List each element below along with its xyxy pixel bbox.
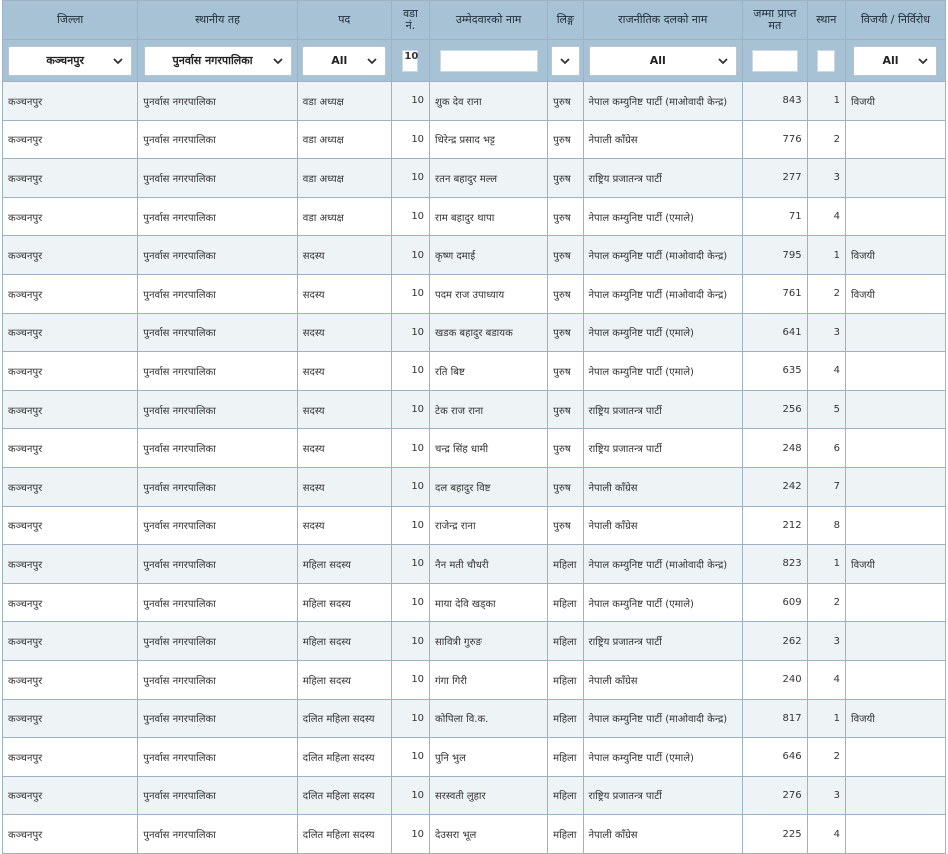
district-cell: कञ्चनपुर	[3, 429, 138, 468]
result-cell: विजयी	[845, 274, 945, 313]
result-cell	[845, 352, 945, 391]
ward-cell: 10	[391, 390, 429, 429]
candidate-name-cell: माया देवि खड्का	[430, 583, 548, 622]
ward-cell: 10	[391, 506, 429, 545]
district-cell: कञ्चनपुर	[3, 660, 138, 699]
candidate-name-cell: धिरेन्द्र प्रसाद भट्ट	[430, 120, 548, 159]
ward-cell: 10	[391, 467, 429, 506]
filter-cell-candidate	[430, 40, 548, 82]
candidate-name-cell: शुक देव राना	[430, 82, 548, 121]
party-cell: राष्ट्रिय प्रजातन्त्र पार्टी	[583, 429, 743, 468]
chevron-down-icon	[558, 54, 572, 68]
gender-cell: पुरुष	[548, 159, 583, 198]
votes-cell: 212	[743, 506, 808, 545]
gender-cell: पुरुष	[548, 506, 583, 545]
filter-cell-local-level	[138, 40, 298, 82]
result-cell	[845, 197, 945, 236]
votes-cell: 761	[743, 274, 808, 313]
candidate-name-cell: राम बहादुर थापा	[430, 197, 548, 236]
party-cell: नेपाली काँग्रेस	[583, 660, 743, 699]
result-cell	[845, 776, 945, 815]
gender-filter-select[interactable]	[551, 46, 580, 76]
local-level-cell: पुनर्वास नगरपालिका	[138, 197, 298, 236]
rank-cell: 6	[807, 429, 845, 468]
local-level-cell: पुनर्वास नगरपालिका	[138, 429, 298, 468]
local-level-cell: पुनर्वास नगरपालिका	[138, 390, 298, 429]
district-cell: कञ्चनपुर	[3, 583, 138, 622]
local-level-cell: पुनर्वास नगरपालिका	[138, 660, 298, 699]
party-cell: नेपाल कम्युनिष्ट पार्टी (माओवादी केन्द्र)	[583, 274, 743, 313]
party-cell: नेपाल कम्युनिष्ट पार्टी (माओवादी केन्द्र)	[583, 236, 743, 275]
table-row[interactable]	[3, 274, 946, 313]
candidate-name-cell: देउसरा भूल	[430, 815, 548, 854]
local-level-cell: पुनर्वास नगरपालिका	[138, 274, 298, 313]
filter-cell-rank	[807, 40, 845, 82]
chevron-down-icon	[271, 54, 285, 68]
party-cell: नेपाल कम्युनिष्ट पार्टी (माओवादी केन्द्र)	[583, 545, 743, 584]
filter-cell-result	[845, 40, 945, 82]
votes-cell: 843	[743, 82, 808, 121]
party-cell: नेपाल कम्युनिष्ट पार्टी (एमाले)	[583, 738, 743, 777]
chevron-down-icon	[716, 54, 730, 68]
col-header-gender[interactable]: लिङ्ग	[548, 1, 583, 40]
gender-cell: पुरुष	[548, 429, 583, 468]
col-header-votes[interactable]	[743, 1, 808, 40]
ward-cell: 10	[391, 776, 429, 815]
ward-cell: 10	[391, 159, 429, 198]
district-cell: कञ्चनपुर	[3, 738, 138, 777]
district-cell: कञ्चनपुर	[3, 274, 138, 313]
district-cell: कञ्चनपुर	[3, 699, 138, 738]
gender-cell: पुरुष	[548, 197, 583, 236]
district-cell: कञ्चनपुर	[3, 197, 138, 236]
rank-cell: 2	[807, 120, 845, 159]
gender-cell: पुरुष	[548, 390, 583, 429]
local-level-cell: पुनर्वास नगरपालिका	[138, 236, 298, 275]
table-row[interactable]	[3, 197, 946, 236]
post-cell: महिला सदस्य	[297, 545, 391, 584]
district-cell: कञ्चनपुर	[3, 776, 138, 815]
post-cell: सदस्य	[297, 390, 391, 429]
result-cell	[845, 506, 945, 545]
party-cell: नेपाल कम्युनिष्ट पार्टी (माओवादी केन्द्र)	[583, 699, 743, 738]
party-cell: नेपाल कम्युनिष्ट पार्टी (एमाले)	[583, 583, 743, 622]
result-cell: विजयी	[845, 82, 945, 121]
ward-cell: 10	[391, 197, 429, 236]
candidate-filter-input[interactable]	[440, 50, 538, 72]
local-level-cell: पुनर्वास नगरपालिका	[138, 699, 298, 738]
table-row[interactable]	[3, 390, 946, 429]
post-cell: सदस्य	[297, 274, 391, 313]
votes-cell: 635	[743, 352, 808, 391]
candidate-name-cell: टेक राज राना	[430, 390, 548, 429]
rank-cell: 1	[807, 545, 845, 584]
rank-cell: 3	[807, 622, 845, 661]
candidate-name-cell: पुनि भुल	[430, 738, 548, 777]
table-row[interactable]	[3, 583, 946, 622]
gender-cell: पुरुष	[548, 313, 583, 352]
candidate-name-cell: कृष्ण दमाई	[430, 236, 548, 275]
post-cell: सदस्य	[297, 467, 391, 506]
result-cell	[845, 660, 945, 699]
gender-cell: पुरुष	[548, 467, 583, 506]
local-level-cell: पुनर्वास नगरपालिका	[138, 738, 298, 777]
rank-cell: 2	[807, 274, 845, 313]
ward-cell: 10	[391, 738, 429, 777]
table-row[interactable]	[3, 236, 946, 275]
votes-cell: 823	[743, 545, 808, 584]
result-cell	[845, 120, 945, 159]
party-cell: नेपाली काँग्रेस	[583, 815, 743, 854]
candidate-name-cell: पदम राज उपाध्याय	[430, 274, 548, 313]
rank-filter-input[interactable]	[817, 50, 835, 72]
table-row[interactable]	[3, 506, 946, 545]
table-row[interactable]	[3, 429, 946, 468]
post-cell: महिला सदस्य	[297, 622, 391, 661]
district-cell: कञ्चनपुर	[3, 545, 138, 584]
table-row[interactable]	[3, 776, 946, 815]
local-level-cell: पुनर्वास नगरपालिका	[138, 352, 298, 391]
votes-cell: 795	[743, 236, 808, 275]
table-row[interactable]	[3, 545, 946, 584]
table-row[interactable]	[3, 738, 946, 777]
local-level-filter-value: पुनर्वास नगरपालिका	[172, 54, 253, 67]
party-cell: नेपाल कम्युनिष्ट पार्टी (एमाले)	[583, 352, 743, 391]
post-filter-select[interactable]	[302, 46, 386, 76]
post-cell: सदस्य	[297, 506, 391, 545]
local-level-cell: पुनर्वास नगरपालिका	[138, 622, 298, 661]
local-level-cell: पुनर्वास नगरपालिका	[138, 159, 298, 198]
table-row[interactable]	[3, 120, 946, 159]
votes-cell: 609	[743, 583, 808, 622]
ward-cell: 10	[391, 236, 429, 275]
result-cell: विजयी	[845, 236, 945, 275]
post-cell: वडा अध्यक्ष	[297, 197, 391, 236]
district-cell: कञ्चनपुर	[3, 815, 138, 854]
votes-cell: 225	[743, 815, 808, 854]
ward-cell: 10	[391, 313, 429, 352]
col-header-rank[interactable]: स्थान	[807, 1, 845, 40]
col-header-district[interactable]: जिल्ला	[3, 1, 138, 40]
votes-cell: 71	[743, 197, 808, 236]
candidate-name-cell: चन्द्र सिंह धामी	[430, 429, 548, 468]
post-cell: वडा अध्यक्ष	[297, 120, 391, 159]
post-cell: दलित महिला सदस्य	[297, 699, 391, 738]
filter-cell-party	[583, 40, 743, 82]
district-cell: कञ्चनपुर	[3, 120, 138, 159]
results-table	[2, 0, 946, 854]
col-header-result[interactable]: विजयी / निर्विरोध	[845, 1, 945, 40]
filter-cell-district	[3, 40, 138, 82]
table-row[interactable]	[3, 159, 946, 198]
party-cell: राष्ट्रिय प्रजातन्त्र पार्टी	[583, 159, 743, 198]
local-level-cell: पुनर्वास नगरपालिका	[138, 506, 298, 545]
result-cell: विजयी	[845, 699, 945, 738]
ward-header-line2: नं.	[405, 19, 416, 32]
rank-cell: 3	[807, 313, 845, 352]
table-row[interactable]	[3, 699, 946, 738]
votes-header-line2: मत	[768, 19, 782, 32]
post-cell: सदस्य	[297, 313, 391, 352]
post-cell: सदस्य	[297, 352, 391, 391]
rank-cell: 4	[807, 197, 845, 236]
ward-cell: 10	[391, 352, 429, 391]
candidate-name-cell: दल बहादुर विष्ट	[430, 467, 548, 506]
party-cell: नेपाली काँग्रेस	[583, 467, 743, 506]
votes-filter-input[interactable]	[752, 50, 798, 72]
col-header-local-level[interactable]: स्थानीय तह	[138, 1, 298, 40]
post-cell: वडा अध्यक्ष	[297, 159, 391, 198]
local-level-filter-select[interactable]	[144, 46, 292, 76]
candidate-name-cell: रति बिष्ट	[430, 352, 548, 391]
votes-cell: 277	[743, 159, 808, 198]
result-cell	[845, 313, 945, 352]
gender-cell: महिला	[548, 776, 583, 815]
gender-cell: पुरुष	[548, 274, 583, 313]
district-cell: कञ्चनपुर	[3, 352, 138, 391]
rank-cell: 1	[807, 699, 845, 738]
post-cell: दलित महिला सदस्य	[297, 815, 391, 854]
rank-cell: 2	[807, 583, 845, 622]
col-header-party[interactable]: राजनीतिक दलको नाम	[583, 1, 743, 40]
gender-cell: पुरुष	[548, 236, 583, 275]
gender-cell: महिला	[548, 545, 583, 584]
ward-cell: 10	[391, 82, 429, 121]
votes-cell: 646	[743, 738, 808, 777]
ward-cell: 10	[391, 429, 429, 468]
district-cell: कञ्चनपुर	[3, 159, 138, 198]
gender-cell: महिला	[548, 738, 583, 777]
gender-cell: महिला	[548, 583, 583, 622]
party-cell: नेपाल कम्युनिष्ट पार्टी (माओवादी केन्द्र)	[583, 82, 743, 121]
ward-cell: 10	[391, 699, 429, 738]
party-filter-value: All	[649, 54, 666, 67]
ward-cell: 10	[391, 545, 429, 584]
gender-cell: महिला	[548, 622, 583, 661]
rank-cell: 3	[807, 159, 845, 198]
results-table-body	[3, 82, 946, 854]
chevron-down-icon	[365, 54, 379, 68]
filter-cell-votes	[743, 40, 808, 82]
candidate-name-cell: सावित्री गुरुङ	[430, 622, 548, 661]
result-cell	[845, 583, 945, 622]
rank-cell: 1	[807, 82, 845, 121]
table-row[interactable]	[3, 815, 946, 854]
rank-cell: 2	[807, 738, 845, 777]
ward-cell: 10	[391, 583, 429, 622]
col-header-post[interactable]: पद	[297, 1, 391, 40]
ward-cell: 10	[391, 274, 429, 313]
district-cell: कञ्चनपुर	[3, 467, 138, 506]
party-cell: राष्ट्रिय प्रजातन्त्र पार्टी	[583, 622, 743, 661]
party-cell: राष्ट्रिय प्रजातन्त्र पार्टी	[583, 390, 743, 429]
local-level-cell: पुनर्वास नगरपालिका	[138, 583, 298, 622]
local-level-cell: पुनर्वास नगरपालिका	[138, 313, 298, 352]
ward-filter-input[interactable]: 10	[402, 50, 418, 72]
gender-cell: पुरुष	[548, 120, 583, 159]
result-cell	[845, 390, 945, 429]
post-cell: दलित महिला सदस्य	[297, 738, 391, 777]
party-cell: नेपाल कम्युनिष्ट पार्टी (एमाले)	[583, 313, 743, 352]
district-filter-select[interactable]	[8, 46, 132, 76]
rank-cell: 5	[807, 390, 845, 429]
post-cell: सदस्य	[297, 236, 391, 275]
gender-cell: पुरुष	[548, 82, 583, 121]
party-cell: नेपाली काँग्रेस	[583, 120, 743, 159]
rank-cell: 4	[807, 815, 845, 854]
votes-cell: 776	[743, 120, 808, 159]
rank-cell: 4	[807, 660, 845, 699]
gender-cell: महिला	[548, 815, 583, 854]
local-level-cell: पुनर्वास नगरपालिका	[138, 82, 298, 121]
chevron-down-icon	[111, 54, 125, 68]
result-cell	[845, 738, 945, 777]
local-level-cell: पुनर्वास नगरपालिका	[138, 545, 298, 584]
local-level-cell: पुनर्वास नगरपालिका	[138, 815, 298, 854]
table-row[interactable]	[3, 467, 946, 506]
rank-cell: 1	[807, 236, 845, 275]
district-filter-value: कञ्चनपुर	[46, 54, 84, 67]
result-cell	[845, 467, 945, 506]
post-cell: महिला सदस्य	[297, 583, 391, 622]
votes-cell: 242	[743, 467, 808, 506]
post-cell: महिला सदस्य	[297, 660, 391, 699]
rank-cell: 8	[807, 506, 845, 545]
table-row[interactable]	[3, 660, 946, 699]
table-row[interactable]	[3, 352, 946, 391]
post-cell: सदस्य	[297, 429, 391, 468]
result-filter-value: All	[882, 54, 899, 67]
party-cell: राष्ट्रिय प्रजातन्त्र पार्टी	[583, 776, 743, 815]
gender-cell: महिला	[548, 699, 583, 738]
district-cell: कञ्चनपुर	[3, 82, 138, 121]
gender-cell: महिला	[548, 660, 583, 699]
table-row[interactable]	[3, 82, 946, 121]
votes-cell: 240	[743, 660, 808, 699]
ward-cell: 10	[391, 120, 429, 159]
votes-cell: 276	[743, 776, 808, 815]
party-cell: नेपाली काँग्रेस	[583, 506, 743, 545]
candidate-name-cell: राजेन्द्र राना	[430, 506, 548, 545]
table-row[interactable]	[3, 313, 946, 352]
post-cell: वडा अध्यक्ष	[297, 82, 391, 121]
district-cell: कञ्चनपुर	[3, 622, 138, 661]
district-cell: कञ्चनपुर	[3, 390, 138, 429]
result-cell: विजयी	[845, 545, 945, 584]
col-header-ward[interactable]	[391, 1, 429, 40]
table-row[interactable]	[3, 622, 946, 661]
local-level-cell: पुनर्वास नगरपालिका	[138, 467, 298, 506]
result-cell	[845, 159, 945, 198]
rank-cell: 4	[807, 352, 845, 391]
votes-cell: 817	[743, 699, 808, 738]
post-filter-value: All	[331, 54, 348, 67]
candidate-name-cell: सरस्वती लुहार	[430, 776, 548, 815]
col-header-candidate[interactable]: उम्मेदवारको नाम	[430, 1, 548, 40]
party-filter-select[interactable]	[589, 46, 737, 76]
candidate-name-cell: रतन बहादुर मल्ल	[430, 159, 548, 198]
votes-cell: 262	[743, 622, 808, 661]
filter-cell-post	[297, 40, 391, 82]
district-cell: कञ्चनपुर	[3, 236, 138, 275]
post-cell: दलित महिला सदस्य	[297, 776, 391, 815]
votes-cell: 641	[743, 313, 808, 352]
district-cell: कञ्चनपुर	[3, 313, 138, 352]
rank-cell: 7	[807, 467, 845, 506]
votes-cell: 248	[743, 429, 808, 468]
filter-row	[3, 40, 946, 82]
gender-cell: पुरुष	[548, 352, 583, 391]
local-level-cell: पुनर्वास नगरपालिका	[138, 120, 298, 159]
filter-cell-ward	[391, 40, 429, 82]
result-filter-select[interactable]	[853, 46, 937, 76]
result-cell	[845, 622, 945, 661]
result-cell	[845, 815, 945, 854]
candidate-name-cell: नैन मती चौधरी	[430, 545, 548, 584]
ward-cell: 10	[391, 622, 429, 661]
ward-header-line1: वडा	[402, 7, 418, 20]
ward-cell: 10	[391, 815, 429, 854]
local-level-cell: पुनर्वास नगरपालिका	[138, 776, 298, 815]
candidate-name-cell: खडक बहादुर बडायक	[430, 313, 548, 352]
ward-cell: 10	[391, 660, 429, 699]
filter-cell-gender	[548, 40, 583, 82]
district-cell: कञ्चनपुर	[3, 506, 138, 545]
chevron-down-icon	[916, 54, 930, 68]
votes-cell: 256	[743, 390, 808, 429]
candidate-name-cell: गंगा गिरी	[430, 660, 548, 699]
header-row	[3, 1, 946, 40]
party-cell: नेपाल कम्युनिष्ट पार्टी (एमाले)	[583, 197, 743, 236]
candidate-name-cell: कोपिला वि.क.	[430, 699, 548, 738]
rank-cell: 3	[807, 776, 845, 815]
result-cell	[845, 429, 945, 468]
votes-header-line1: जम्मा प्राप्त	[753, 7, 797, 20]
